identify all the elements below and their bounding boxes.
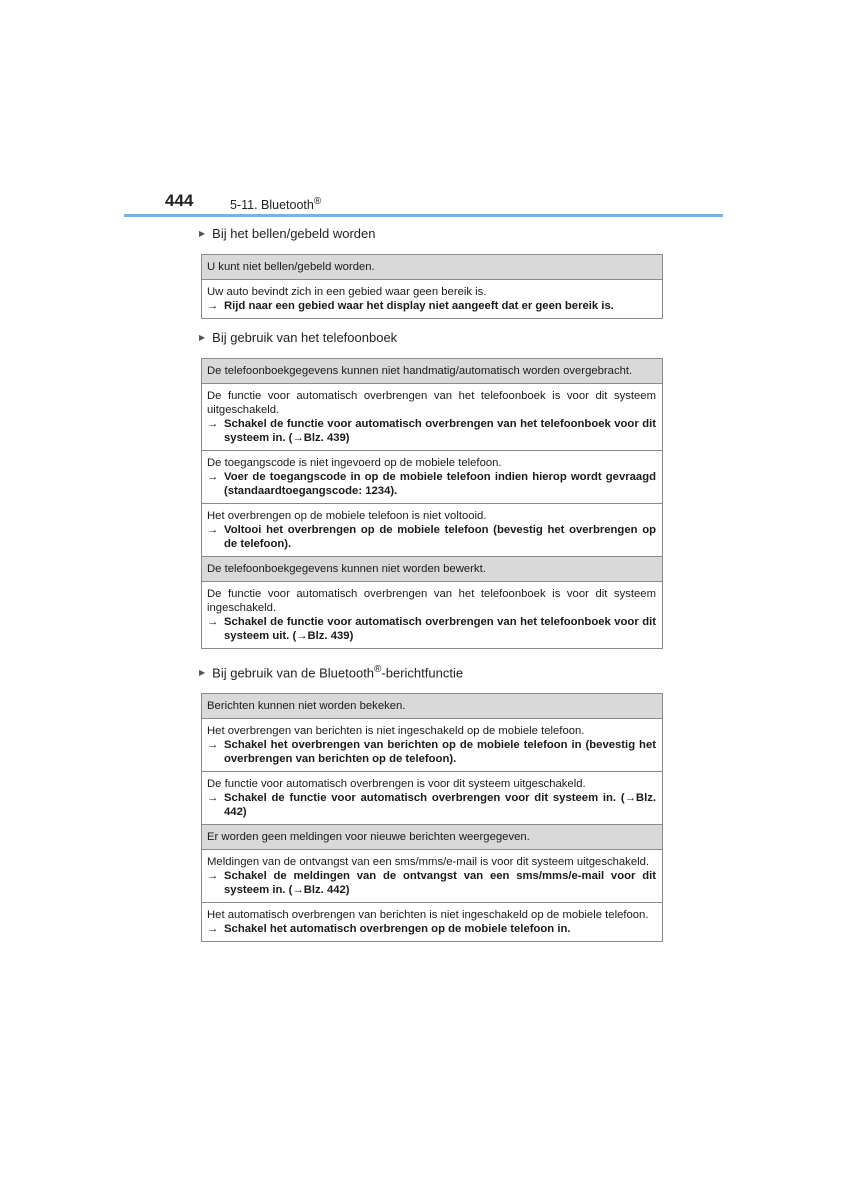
chapter-title [230, 196, 321, 212]
solution-text [207, 869, 656, 897]
registered-mark: ® [374, 664, 382, 675]
section-heading-suffix: -berichtfunctie [381, 665, 464, 681]
table-row [202, 850, 663, 903]
solution-text [207, 922, 656, 936]
solution-text [207, 791, 656, 819]
cause-text: Het automatisch overbrengen van berichten is niet ingeschakeld op de mobiele telefoon. [207, 909, 649, 921]
solution-label: Schakel het overbrengen van berichten op de mobiele telefoon in (bevestig het overbrengen van berichten op de telefoon). [224, 739, 656, 765]
table-row [202, 504, 663, 557]
arrow-icon: → [207, 792, 219, 804]
arrow-icon: → [207, 524, 219, 536]
table-row [202, 255, 663, 280]
solution-label: Voltooi het overbrengen op de mobiele telefoon (bevestig het overbrengen op de telefoon). [224, 524, 656, 550]
solution-label: Rijd naar een gebied waar het display niet aangeeft dat er geen bereik is. [224, 300, 614, 312]
solution-label: Schakel de meldingen van de ontvangst van een sms/mms/e-mail voor dit systeem in. (→Blz. 442) [224, 870, 656, 896]
page-header [0, 0, 848, 220]
solution-text [207, 470, 656, 498]
answer-cell [202, 772, 663, 825]
problem-cell: De telefoonboekgegevens kunnen niet worden bewerkt. [202, 557, 663, 582]
table-row [202, 451, 663, 504]
problem-cell: Er worden geen meldingen voor nieuwe berichten weergegeven. [202, 825, 663, 850]
arrow-icon: → [207, 418, 219, 430]
page-number: 444 [165, 191, 194, 210]
section-marker-icon: ▶ [199, 668, 206, 678]
arrow-icon: → [207, 300, 219, 312]
answer-cell [202, 384, 663, 451]
arrow-icon: → [207, 616, 219, 628]
solution-text [207, 738, 656, 766]
cause-text: Het overbrengen op de mobiele telefoon is niet voltooid. [207, 510, 487, 522]
problem-cell: Berichten kunnen niet worden bekeken. [202, 694, 663, 719]
arrow-icon: → [207, 923, 219, 935]
solution-text [207, 299, 656, 313]
answer-cell [202, 850, 663, 903]
arrow-icon: → [207, 870, 219, 882]
section-heading-messages [199, 664, 463, 680]
cause-text: De functie voor automatisch overbrengen van het telefoonboek is voor dit systeem ingeschakeld. [207, 588, 656, 614]
table-row [202, 582, 663, 649]
solution-label: Schakel de functie voor automatisch overbrengen van het telefoonboek voor dit systeem uit. (→Blz. 439) [224, 616, 656, 642]
table-row [202, 384, 663, 451]
answer-cell [202, 903, 663, 942]
header-rule [124, 214, 723, 217]
registered-mark: ® [313, 196, 322, 207]
table-row [202, 719, 663, 772]
table-row [202, 359, 663, 384]
table-row [202, 557, 663, 582]
section-heading-text: Bij gebruik van het telefoonboek [212, 330, 398, 345]
section-marker-icon: ▶ [199, 229, 206, 238]
cause-text: Meldingen van de ontvangst van een sms/mms/e-mail is voor dit systeem uitgeschakeld. [207, 856, 650, 868]
cause-text: De functie voor automatisch overbrengen is voor dit systeem uitgeschakeld. [207, 778, 586, 790]
solution-text [207, 417, 656, 445]
table-calling [201, 254, 663, 319]
table-row [202, 903, 663, 942]
answer-cell [202, 719, 663, 772]
table-row [202, 694, 663, 719]
solution-label: Schakel de functie voor automatisch overbrengen voor dit systeem in. (→Blz. 442) [224, 792, 656, 818]
arrow-icon: → [207, 739, 219, 751]
table-phonebook [201, 358, 663, 649]
section-heading-calling [199, 226, 376, 241]
problem-cell: De telefoonboekgegevens kunnen niet handmatig/automatisch worden overgebracht. [202, 359, 663, 384]
section-heading-text: Bij gebruik van de Bluetooth [212, 665, 375, 681]
table-messages [201, 693, 663, 942]
solution-text [207, 523, 656, 551]
arrow-icon: → [207, 471, 219, 483]
solution-label: Schakel de functie voor automatisch overbrengen van het telefoonboek voor dit systeem in. (→Blz. 439) [224, 418, 656, 444]
section-marker-icon: ▶ [199, 333, 206, 342]
cause-text: De functie voor automatisch overbrengen van het telefoonboek is voor dit systeem uitgeschakeld. [207, 390, 656, 416]
answer-cell [202, 451, 663, 504]
chapter-title-text: 5-11. Bluetooth [230, 198, 314, 213]
answer-cell [202, 280, 663, 319]
cause-text: De toegangscode is niet ingevoerd op de mobiele telefoon. [207, 457, 502, 469]
answer-cell [202, 504, 663, 557]
problem-cell: U kunt niet bellen/gebeld worden. [202, 255, 663, 280]
solution-text [207, 615, 656, 643]
cause-text: Het overbrengen van berichten is niet ingeschakeld op de mobiele telefoon. [207, 725, 585, 737]
solution-label: Voer de toegangscode in op de mobiele telefoon indien hierop wordt gevraagd (standaardtoegangscode: 1234). [224, 471, 656, 497]
solution-label: Schakel het automatisch overbrengen op de mobiele telefoon in. [224, 923, 571, 935]
answer-cell [202, 582, 663, 649]
section-heading-phonebook [199, 330, 397, 345]
table-row [202, 825, 663, 850]
table-row [202, 772, 663, 825]
table-row [202, 280, 663, 319]
section-heading-text: Bij het bellen/gebeld worden [212, 226, 376, 241]
cause-text: Uw auto bevindt zich in een gebied waar geen bereik is. [207, 286, 487, 298]
